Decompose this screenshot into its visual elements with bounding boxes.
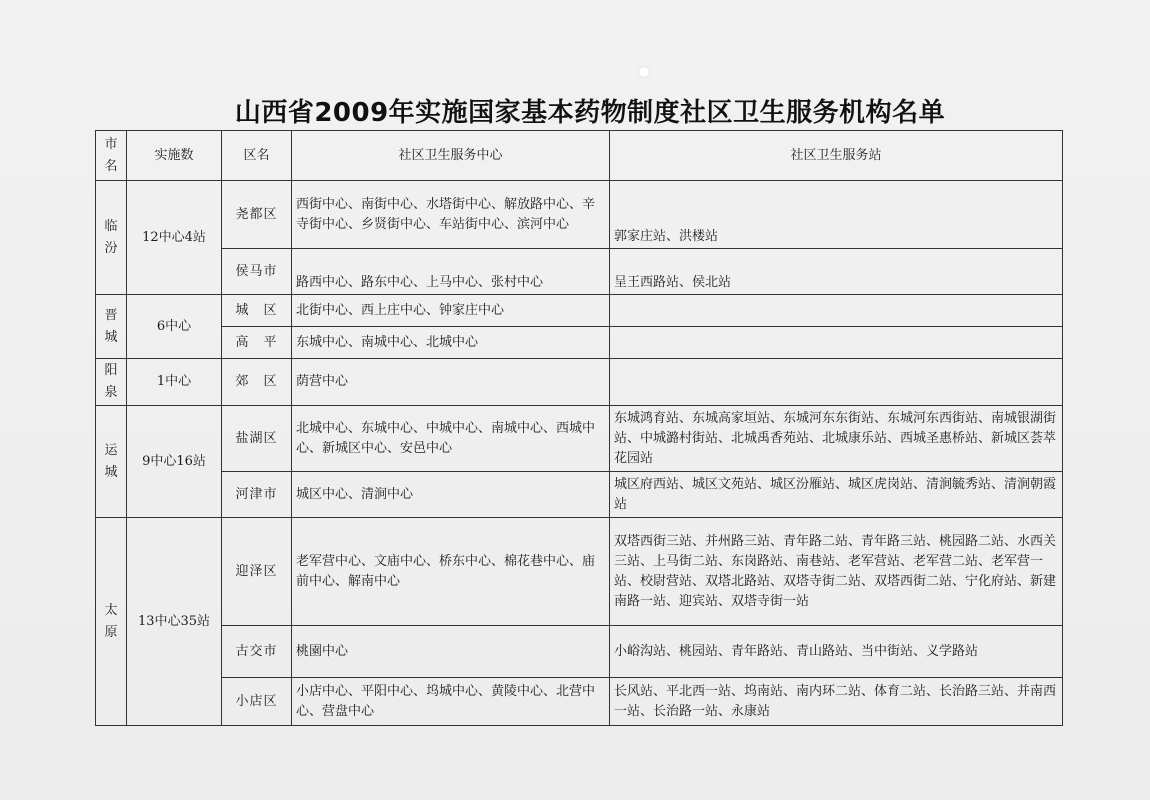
document-title: 山西省2009年实施国家基本药物制度社区卫生服务机构名单: [234, 98, 946, 128]
centers-cell: 路西中心、路东中心、上马中心、张村中心: [292, 249, 610, 295]
city-cell: [96, 295, 127, 359]
count-cell: 6中心: [127, 295, 222, 359]
centers-cell: 北城中心、东城中心、中城中心、南城中心、西城中心、新城区中心、安邑中心: [292, 406, 610, 472]
city-name: 晋 城: [104, 307, 118, 345]
count-cell: 12中心4站: [127, 181, 222, 295]
city-name: 太 原: [104, 602, 118, 640]
centers-cell: 城区中心、清涧中心: [292, 472, 610, 518]
district-cell: 迎泽区: [222, 518, 292, 626]
stations-cell: 郭家庄站、洪楼站: [610, 181, 1063, 249]
district-cell: 侯马市: [222, 249, 292, 295]
header-stations: 社区卫生服务站: [610, 131, 1063, 181]
header-district: 区名: [222, 131, 292, 181]
count-cell: 13中心35站: [127, 518, 222, 726]
header-count: 实施数: [127, 131, 222, 181]
table-row: [96, 249, 1063, 295]
city-name: 运 城: [104, 442, 118, 480]
centers-cell: 东城中心、南城中心、北城中心: [292, 327, 610, 359]
centers-cell: 西街中心、南街中心、水塔街中心、解放路中心、辛寺街中心、乡贤街中心、车站街中心、滨河中心: [292, 181, 610, 249]
institution-table: [95, 130, 1063, 726]
district-cell: 盐湖区: [222, 406, 292, 472]
header-centers: 社区卫生服务中心: [292, 131, 610, 181]
table-row: [96, 327, 1063, 359]
city-cell: [96, 518, 127, 726]
centers-cell: 小店中心、平阳中心、坞城中心、黄陵中心、北营中心、营盘中心: [292, 678, 610, 726]
stations-cell: [610, 327, 1063, 359]
city-cell: [96, 181, 127, 295]
stations-cell: 呈王西路站、侯北站: [610, 249, 1063, 295]
district-cell: 高 平: [222, 327, 292, 359]
centers-cell: 北街中心、西上庄中心、钟家庄中心: [292, 295, 610, 327]
table-row: [96, 359, 1063, 406]
header-city-label: 市 名: [104, 136, 118, 174]
table-row: [96, 518, 1063, 626]
count-cell: 1中心: [127, 359, 222, 406]
stations-cell: 东城鸿育站、东城高家垣站、东城河东东街站、东城河东西街站、南城银湖街站、中城潞村街站、北城禹香苑站、北城康乐站、西城圣惠桥站、新城区荟萃花园站: [610, 406, 1063, 472]
table-row: [96, 472, 1063, 518]
table-row: [96, 406, 1063, 472]
city-name: 临 汾: [104, 218, 118, 256]
table-row: [96, 678, 1063, 726]
city-cell: [96, 359, 127, 406]
district-cell: 郊 区: [222, 359, 292, 406]
punch-hole: [638, 66, 650, 78]
header-city: [96, 131, 127, 181]
stations-cell: 双塔西街三站、并州路三站、青年路二站、青年路三站、桃园路二站、水西关三站、上马街二站、东岗路站、南巷站、老军营站、老军营二站、老军营一站、校尉营站、双塔北路站、双塔寺街二站、双塔西街二站、宁化府站、新建南路一站、迎宾站、双塔寺街一站: [610, 518, 1063, 626]
stations-cell: 小峪沟站、桃园站、青年路站、青山路站、当中街站、义学路站: [610, 626, 1063, 678]
centers-cell: 桃園中心: [292, 626, 610, 678]
stations-cell: [610, 359, 1063, 406]
stations-cell: 城区府西站、城区文苑站、城区汾雁站、城区虎岗站、清涧毓秀站、清涧朝霞站: [610, 472, 1063, 518]
header-row: [96, 131, 1063, 181]
stations-cell: [610, 295, 1063, 327]
stations-cell: 长风站、平北西一站、坞南站、南内环二站、体育二站、长治路三站、并南西一站、长治路一站、永康站: [610, 678, 1063, 726]
district-cell: 小店区: [222, 678, 292, 726]
table-row: [96, 181, 1063, 249]
table-row: [96, 626, 1063, 678]
centers-cell: 老军营中心、文庙中心、桥东中心、棉花巷中心、庙前中心、解南中心: [292, 518, 610, 626]
centers-cell: 荫营中心: [292, 359, 610, 406]
district-cell: 古交市: [222, 626, 292, 678]
table-row: [96, 295, 1063, 327]
district-cell: 城 区: [222, 295, 292, 327]
district-cell: 河津市: [222, 472, 292, 518]
city-name: 阳 泉: [104, 363, 118, 400]
city-cell: [96, 406, 127, 518]
district-cell: 尧都区: [222, 181, 292, 249]
count-cell: 9中心16站: [127, 406, 222, 518]
